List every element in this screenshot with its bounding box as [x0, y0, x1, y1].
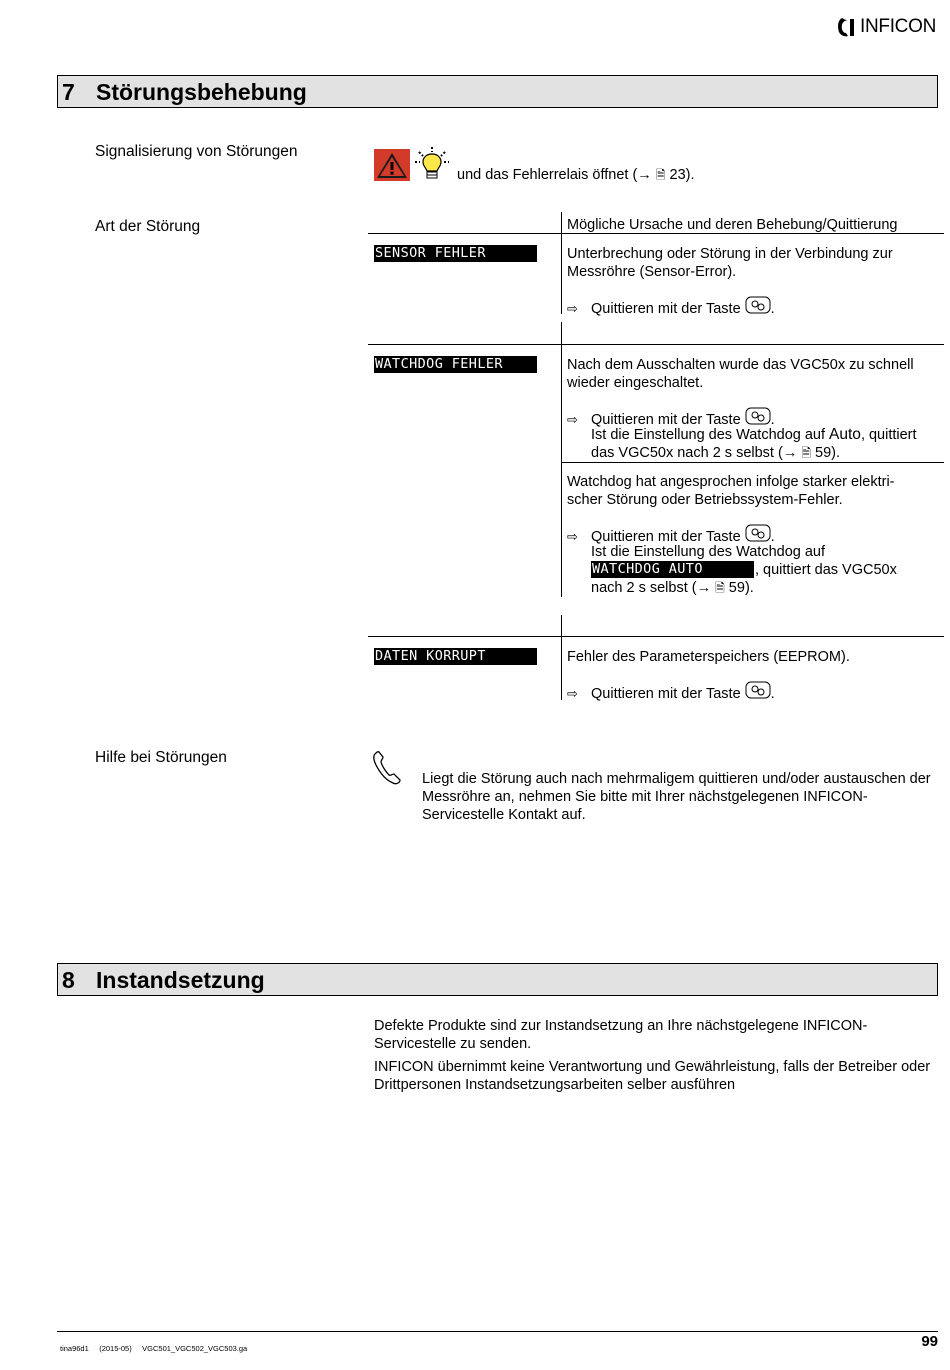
chapter-title: Instandsetzung: [96, 966, 265, 993]
para-key-icon: [745, 407, 771, 427]
warning-triangle-icon: [374, 149, 410, 181]
table-line: [562, 344, 944, 345]
chapter-number: 7: [62, 78, 75, 105]
note2-c: nach 2 s selbst (→: [591, 580, 716, 596]
sensor-cause: Unterbrechung oder Störung in der Verbindung zur Messröhre (Sensor-Error).: [567, 246, 893, 280]
daten-cause: Fehler des Parameterspeichers (EEPROM).: [567, 649, 850, 665]
para-key-icon: [745, 524, 771, 544]
table-divider: [561, 615, 562, 700]
cause2-line1: Watchdog hat angesprochen infolge starker elektri-: [567, 474, 895, 490]
arrow-right-icon: ⇨: [567, 529, 578, 544]
document-ref-icon: 🗎: [655, 168, 666, 182]
watchdog-ack-1: ⇨ Quittieren mit der Taste .: [567, 407, 775, 429]
sensor-fehler-display: SENSOR FEHLER: [374, 245, 537, 262]
footer-product: VGC501_VGC502_VGC503.ga: [142, 1344, 248, 1353]
arrow-right-icon: ⇨: [567, 686, 578, 701]
cause2-line2: scher Störung oder Betriebssystem-Fehler.: [567, 492, 843, 508]
footer-rule: [57, 1331, 938, 1332]
watchdog-note-2b: , quittiert das VGC50x: [755, 562, 897, 578]
signal-label: Signalisierung von Störungen: [95, 143, 298, 160]
arrow-right-icon: ⇨: [567, 412, 578, 427]
signal-ref: 23: [669, 167, 686, 183]
chapter-title: Störungsbehebung: [96, 78, 307, 105]
note1-c: ).: [831, 445, 841, 461]
watchdog-ack-2: ⇨ Quittieren mit der Taste .: [567, 524, 775, 546]
lightbulb-icon: [414, 146, 450, 182]
page-number: 99: [921, 1333, 938, 1350]
hilfe-text: Liegt die Störung auch nach mehrmaligem quittieren und/oder austauschen der Messröhre an, nehmen Sie bitte mit Ihrer nächstgelegenen INFICON-Servicestelle Kontakt auf.: [422, 771, 931, 823]
para-key-icon: [745, 681, 771, 701]
watchdog-cause-1: Nach dem Ausschalten wurde das VGC50x zu schnell wieder eingeschaltet.: [567, 357, 914, 391]
watchdog-auto-display: WATCHDOG AUTO: [591, 561, 754, 578]
signal-text-main: und das Fehlerrelais öffnet (→: [457, 167, 656, 183]
table-line: [368, 636, 562, 637]
note1-b: , quittiert das VGC50x nach 2 s selbst (→: [591, 427, 917, 461]
daten-ack-text: Quittieren mit der Taste: [591, 686, 741, 702]
repair-paragraph-2: INFICON übernimmt keine Verantwortung und Gewährleistung, falls der Betreiber oder Drittpersonen Instandsetzungsarbeiten selber ausführen: [374, 1059, 931, 1093]
signal-suffix: ).: [685, 167, 695, 183]
chapter-7-heading: [57, 75, 938, 108]
inficon-logo: [836, 16, 936, 38]
footer-info: [60, 1340, 247, 1358]
table-line: [562, 462, 944, 463]
telephone-icon: [372, 750, 402, 786]
inficon-logo-icon: [836, 16, 860, 38]
chapter-8-heading: [57, 963, 938, 996]
watchdog-note-2c: [591, 579, 754, 597]
note2-d: ).: [744, 580, 754, 596]
note1-ref: 59: [815, 445, 832, 461]
column-header: Mögliche Ursache und deren Behebung/Quittierung: [567, 217, 898, 233]
table-line: [562, 636, 944, 637]
art-label: Art der Störung: [95, 218, 201, 235]
table-line: [368, 344, 562, 345]
hilfe-label: Hilfe bei Störungen: [95, 749, 227, 766]
repair-paragraph-1: Defekte Produkte sind zur Instandsetzung an Ihre nächstgelegene INFICON-Servicestelle zu senden.: [374, 1018, 868, 1052]
table-divider: [561, 212, 562, 314]
logo-text: INFICON: [859, 16, 936, 37]
note1-a: Ist die Einstellung des Watchdog auf: [591, 427, 830, 443]
daten-korrupt-display: DATEN KORRUPT: [374, 648, 537, 665]
table-divider: [561, 322, 562, 597]
watchdog-cause-2: [567, 473, 942, 509]
para-key-icon: [745, 296, 771, 316]
note2-ref: 59: [728, 580, 745, 596]
watchdog-ack-2-text: Quittieren mit der Taste: [591, 529, 741, 545]
watchdog-fehler-display: WATCHDOG FEHLER: [374, 356, 537, 373]
table-line: [368, 233, 562, 234]
note1-auto: Auto: [829, 426, 861, 443]
document-ref-icon: 🗎: [801, 446, 811, 460]
watchdog-note-1: [591, 426, 941, 462]
watchdog-note-2a: Ist die Einstellung des Watchdog auf: [591, 544, 826, 560]
chapter-number: 8: [62, 966, 75, 993]
document-ref-icon: 🗎: [715, 581, 725, 595]
daten-ack: ⇨ Quittieren mit der Taste .: [567, 681, 775, 703]
signal-text: [457, 166, 695, 184]
watchdog-ack-1-text: Quittieren mit der Taste: [591, 412, 741, 428]
sensor-ack-text: Quittieren mit der Taste: [591, 301, 741, 317]
sensor-ack: ⇨ Quittieren mit der Taste .: [567, 296, 775, 318]
footer-doc-id: tina96d1: [60, 1344, 89, 1353]
footer-date: (2015-05): [99, 1344, 132, 1353]
arrow-right-icon: ⇨: [567, 301, 578, 316]
